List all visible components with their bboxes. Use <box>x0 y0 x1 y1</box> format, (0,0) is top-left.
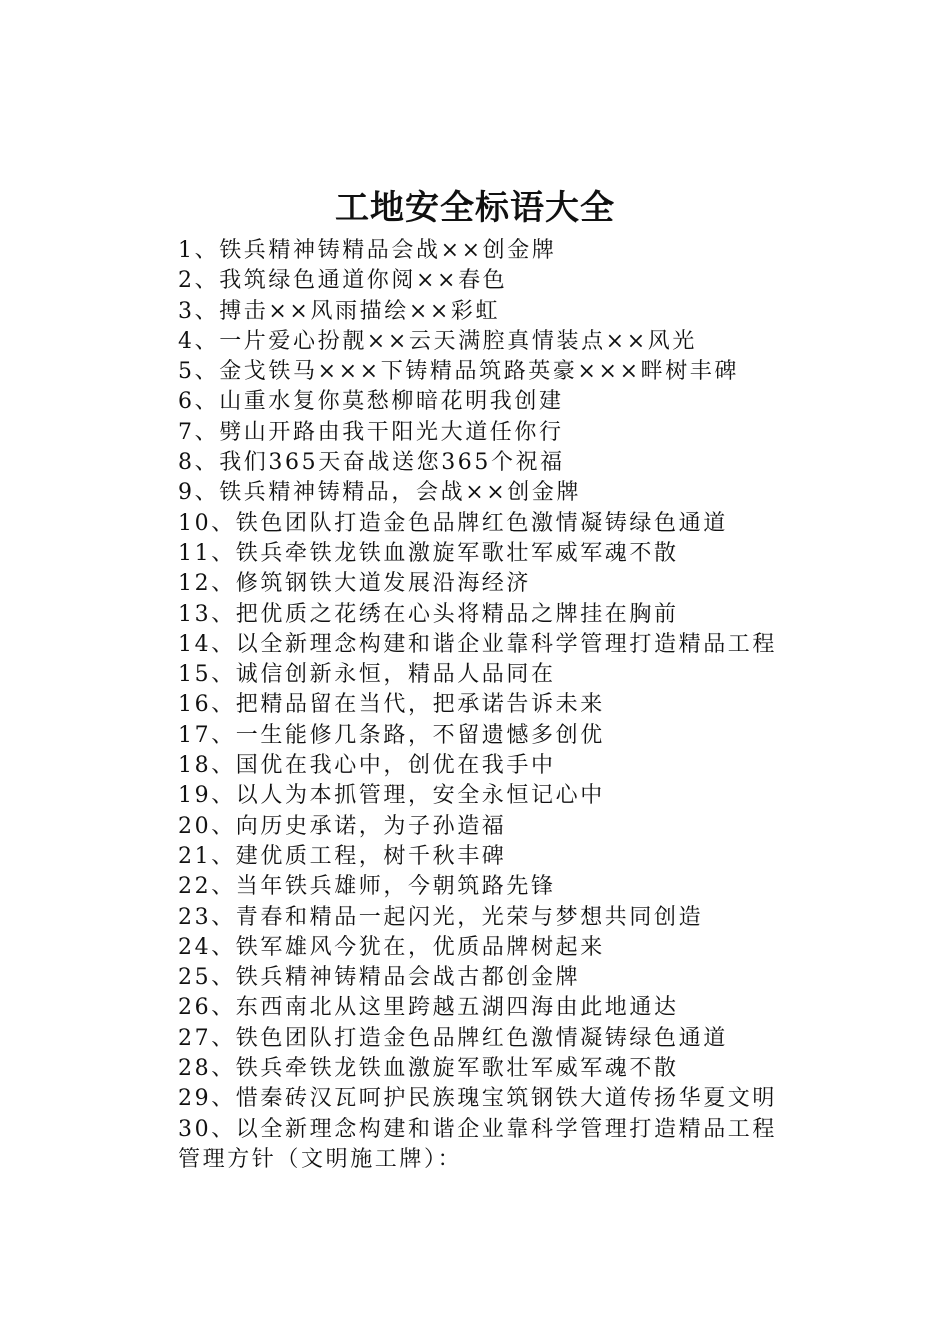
slogan-line: 20、向历史承诺，为子孙造福 <box>178 813 507 839</box>
slogan-line: 4、一片爱心扮靓××云天满腔真情装点××风光 <box>178 328 697 354</box>
slogan-line: 26、东西南北从这里跨越五湖四海由此地通达 <box>178 995 679 1021</box>
slogan-line: 25、铁兵精神铸精品会战古都创金牌 <box>178 965 581 991</box>
slogan-line: 15、诚信创新永恒，精品人品同在 <box>178 662 556 688</box>
slogan-line: 12、修筑钢铁大道发展沿海经济 <box>178 571 531 597</box>
slogan-line: 2、我筑绿色通道你阅××春色 <box>178 268 508 294</box>
slogan-line: 22、当年铁兵雄师，今朝筑路先锋 <box>178 874 556 900</box>
slogan-line: 21、建优质工程，树千秋丰碑 <box>178 843 507 869</box>
slogan-line: 7、劈山开路由我干阳光大道任你行 <box>178 419 564 445</box>
slogan-line: 17、一生能修几条路，不留遗憾多创优 <box>178 722 605 748</box>
slogan-line: 30、以全新理念构建和谐企业靠科学管理打造精品工程 <box>178 1116 777 1142</box>
slogan-line: 3、搏击××风雨描绘××彩虹 <box>178 298 501 324</box>
slogan-line: 10、铁色团队打造金色品牌红色激情凝铸绿色通道 <box>178 510 728 536</box>
document-title: 工地安全标语大全 <box>335 188 615 228</box>
slogan-line: 5、金戈铁马×××下铸精品筑路英豪×××畔树丰碑 <box>178 359 739 385</box>
slogan-line: 管理方针（文明施工牌）： <box>178 1146 463 1172</box>
slogan-line: 11、铁兵牵铁龙铁血激旋军歌壮军威军魂不散 <box>178 540 679 566</box>
slogan-line: 27、铁色团队打造金色品牌红色激情凝铸绿色通道 <box>178 1025 728 1051</box>
slogan-line: 8、我们365天奋战送您365个祝福 <box>178 450 565 476</box>
slogan-line: 1、铁兵精神铸精品会战××创金牌 <box>178 238 557 263</box>
slogan-line: 6、山重水复你莫愁柳暗花明我创建 <box>178 389 564 415</box>
slogan-line: 18、国优在我心中，创优在我手中 <box>178 753 556 779</box>
slogan-line: 23、青春和精品一起闪光，光荣与梦想共同创造 <box>178 904 704 930</box>
slogan-line: 9、铁兵精神铸精品，会战××创金牌 <box>178 480 582 506</box>
slogan-line: 13、把优质之花绣在心头将精品之牌挂在胸前 <box>178 601 679 627</box>
slogan-line: 29、惜秦砖汉瓦呵护民族瑰宝筑钢铁大道传扬华夏文明 <box>178 1086 777 1112</box>
slogan-line: 28、铁兵牵铁龙铁血激旋军歌壮军威军魂不散 <box>178 1056 679 1082</box>
slogan-list <box>178 236 918 1175</box>
slogan-line: 24、铁军雄风今犹在，优质品牌树起来 <box>178 934 605 960</box>
slogan-line: 14、以全新理念构建和谐企业靠科学管理打造精品工程 <box>178 631 777 657</box>
slogan-line: 19、以人为本抓管理，安全永恒记心中 <box>178 783 605 809</box>
slogan-line: 16、把精品留在当代，把承诺告诉未来 <box>178 692 605 718</box>
